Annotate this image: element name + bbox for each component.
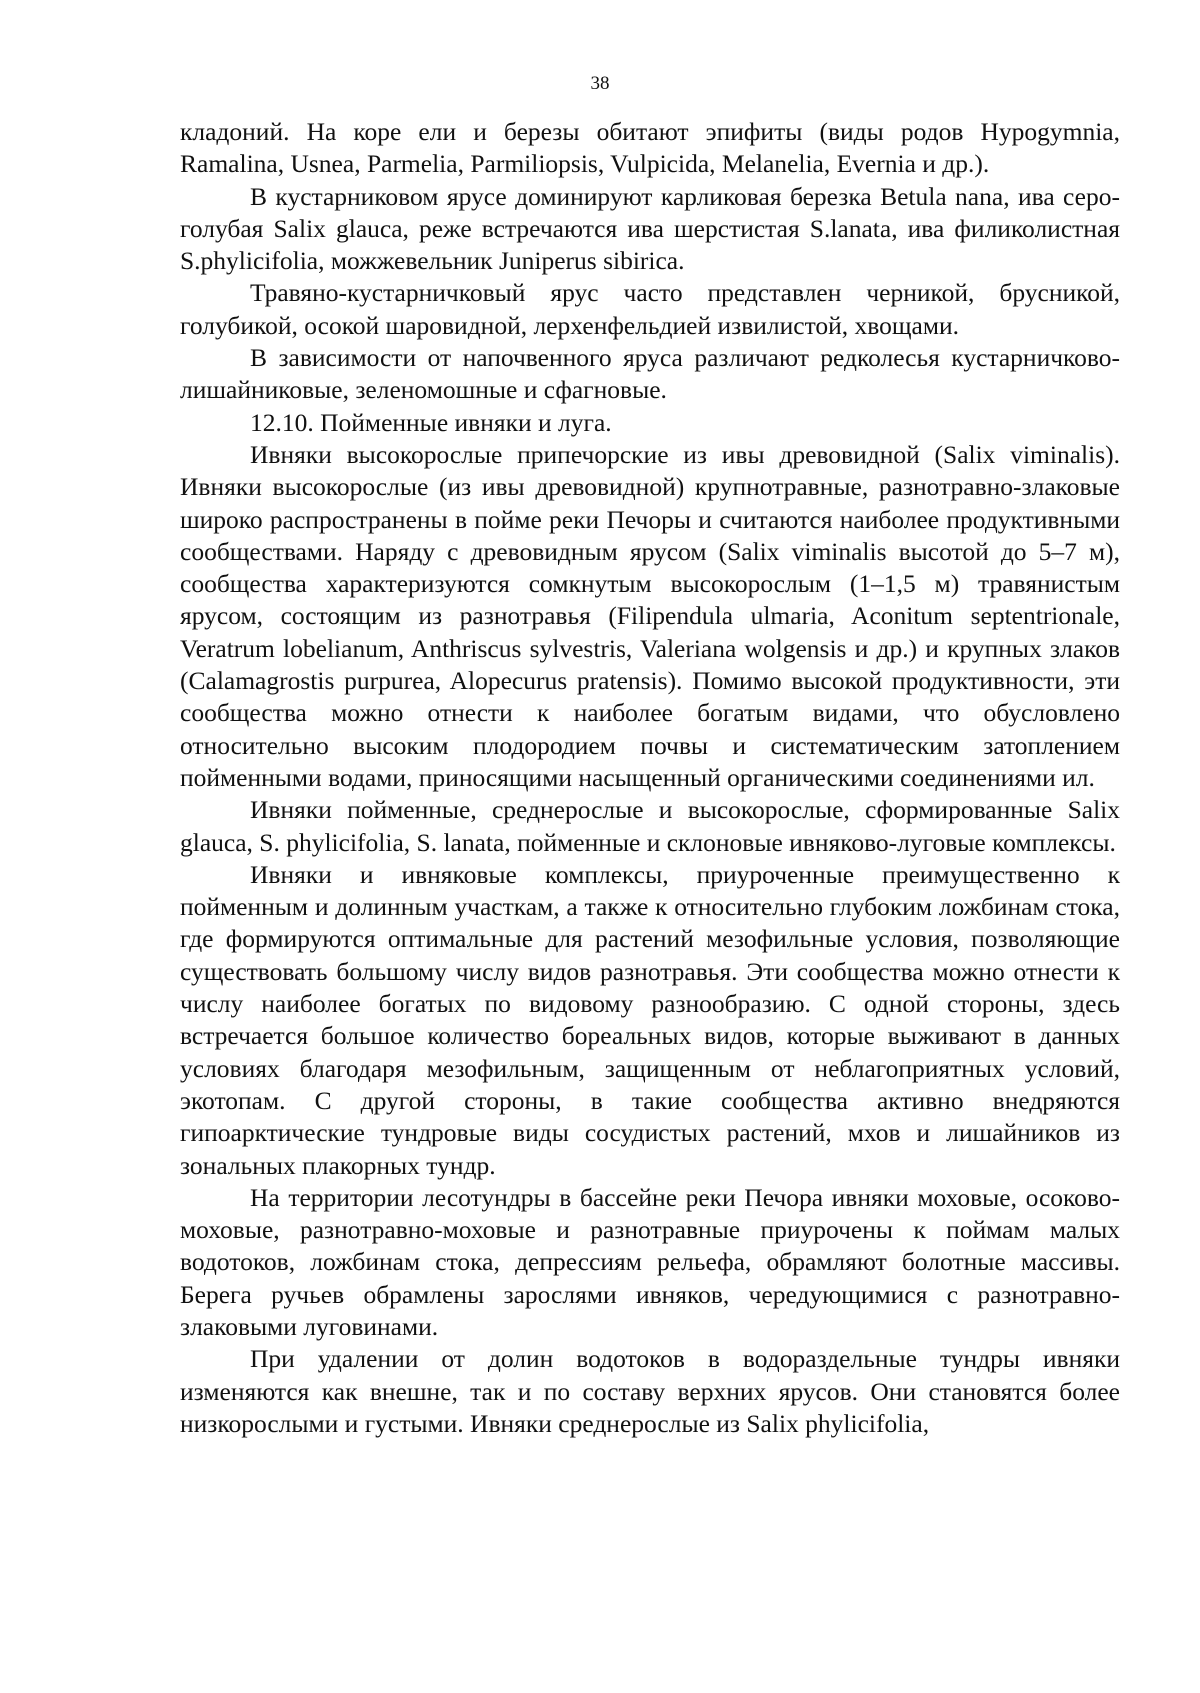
paragraph-herb-shrub-layer: Травяно-кустарничковый ярус часто представлен черникой, брусникой, голубикой, осокой шаровидной, лерхенфельдией извилистой, хвощами. (180, 278, 1120, 340)
document-body (180, 116, 1120, 1440)
section-heading: 12.10. Пойменные ивняки и луга. (250, 407, 612, 437)
paragraph-forest-tundra: На территории лесотундры в бассейне реки Печора ивняки моховые, осоково-моховые, разнотравно-моховые и разнотравные приурочены к поймам малых водотоков, ложбинам стока, депрессиям рельефа, обрамляют болотные массивы. Берега ручьев обрамлены зарослями ивняков, чередующимися с разнотравно-злаковыми луговинами. (180, 1182, 1120, 1341)
paragraph-ground-layer: В зависимости от напочвенного яруса различают редколесья кустарничково-лишайниковые, зеленомошные и сфагновые. (180, 343, 1120, 405)
paragraph-floodplain-willows: Ивняки пойменные, среднерослые и высокорослые, сформированные Salix glauca, S. phylicifolia, S. lanata, пойменные и склоновые ивняково-луговые комплексы. (180, 795, 1120, 857)
paragraph-continuation: кладоний. На коре ели и березы обитают эпифиты (виды родов Hypogymnia, Ramalina, Usnea, Parmelia, Parmiliopsis, Vulpicida, Melanelia, Evernia и др.). (180, 117, 1120, 179)
paragraph-watershed-tundra: При удалении от долин водотоков в водораздельные тундры ивняки изменяются как внешне, так и по составу верхних ярусов. Они становятся более низкорослыми и густыми. Ивняки среднерослые из Salix phylicifolia, (180, 1344, 1120, 1438)
paragraph-willow-complexes: Ивняки и ивняковые комплексы, приуроченные преимущественно к пойменным и долинным участкам, а также к относительно глубоким ложбинам стока, где формируются оптимальные для растений мезофильные условия, позволяющие существовать большому числу видов разнотравья. Эти сообщества можно отнести к числу наиболее богатых по видовому разнообразию. С одной стороны, здесь встречается большое количество бореальных видов, которые выживают в данных условиях благодаря мезофильным, защищенным от неблагоприятных условий, экотопам. С другой стороны, в такие сообщества активно внедряются гипоарктические тундровые виды сосудистых растений, мхов и лишайников из зональных плакорных тундр. (180, 859, 1120, 1180)
paragraph-tall-willows: Ивняки высокорослые припечорские из ивы древовидной (Salix viminalis). Ивняки высокорослые (из ивы древовидной) крупнотравные, разнотравно-злаковые широко распространены в пойме реки Печоры и считаются наиболее продуктивными сообществами. Наряду с древовидным ярусом (Salix viminalis высотой до 5–7 м), сообщества характеризуются сомкнутым высокорослым (1–1,5 м) травянистым ярусом, состоящим из разнотравья (Filipendula ulmaria, Aconitum septentrionale, Veratrum lobelianum, Anthriscus sylvestris, Valeriana wolgensis и др.) и крупных злаков (Calamagrostis purpurea, Alopecurus pratensis). Помимо высокой продуктивности, эти сообщества можно отнести к наиболее богатым видами, что обусловлено относительно высоким плодородием почвы и систематическим затоплением пойменными водами, приносящими насыщенный органическими соединениями ил. (180, 439, 1120, 792)
page-number: 38 (590, 73, 610, 94)
paragraph-shrub-layer: В кустарниковом ярусе доминируют карликовая березка Betula nana, ива серо-голубая Salix glauca, реже встречаются ива шерстистая S.lanata, ива филиколистная S.phylicifolia, можжевельник Juniperus sibirica. (180, 181, 1120, 276)
